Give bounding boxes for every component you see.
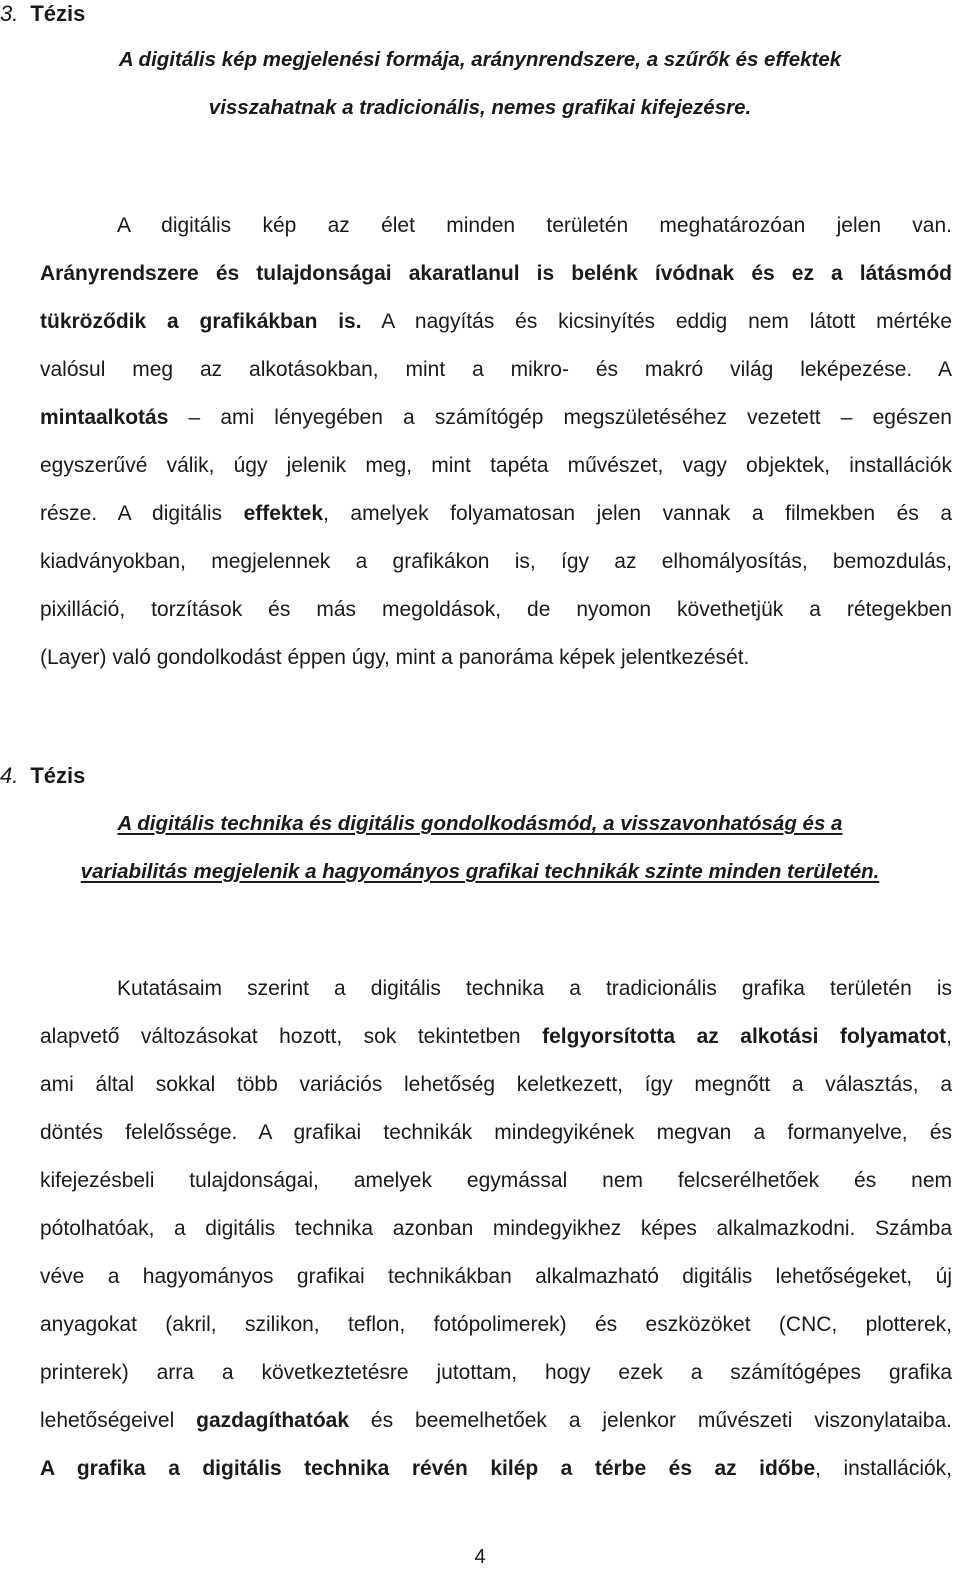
body-line: kiadványokban, megjelennek a grafikákon is, így az elhomályosítás, bemozdulás, <box>40 550 952 573</box>
body-line: pótolhatóak, a digitális technika azonban mindegyikhez képes alkalmazkodni. Számba <box>40 1217 952 1240</box>
body-line: valósul meg az alkotásokban, mint a mikro- és makró világ leképezése. A <box>40 358 952 381</box>
section-4-thesis <box>0 800 960 896</box>
body-line: tükröződik a grafikákban is. A nagyítás és kicsinyítés eddig nem látott mértéke <box>40 310 952 333</box>
body-line: kifejezésbeli tulajdonságai, amelyek egymással nem felcserélhetőek és nem <box>40 1169 952 1192</box>
body-line: egyszerűvé válik, úgy jelenik meg, mint tapéta művészet, vagy objektek, installációk <box>40 454 952 477</box>
body-line: printerek) arra a következtetésre jutottam, hogy ezek a számítógépes grafika <box>40 1361 952 1384</box>
section-4-body <box>40 965 952 1493</box>
body-line: döntés felelőssége. A grafikai technikák mindegyikének megvan a formanyelve, és <box>40 1121 952 1144</box>
section-title: Tézis <box>30 763 86 788</box>
body-line: Kutatásaim szerint a digitális technika a tradicionális grafika területén is <box>117 977 952 1000</box>
body-line: alapvető változásokat hozott, sok tekintetben felgyorsította az alkotási folyamatot, <box>40 1025 952 1048</box>
thesis-line: A digitális kép megjelenési formája, aránynrendszere, a szűrők és effektek <box>118 48 842 71</box>
body-line: (Layer) való gondolkodást éppen úgy, mint a panoráma képek jelentkezését. <box>40 646 750 669</box>
thesis-line: variabilitás megjelenik a hagyományos grafikai technikák szinte minden területén. <box>80 860 880 883</box>
page-number: 4 <box>474 1546 486 1568</box>
body-line: ami által sokkal több variációs lehetőség keletkezett, így megnőtt a választás, a <box>40 1073 952 1096</box>
body-line: Arányrendszere és tulajdonságai akaratlanul is belénk ívódnak és ez a látásmód <box>40 262 952 285</box>
body-line: lehetőségeivel gazdagíthatóak és beemelhetőek a jelenkor művészeti viszonylataiba. <box>40 1409 952 1432</box>
section-number: 4. <box>0 763 19 788</box>
body-line: mintaalkotás – ami lényegében a számítógép megszületéséhez vezetett – egészen <box>40 406 952 429</box>
thesis-line: A digitális technika és digitális gondolkodásmód, a visszavonhatóság és a <box>117 812 843 835</box>
section-3-heading <box>0 0 85 28</box>
section-number: 3. <box>0 1 19 26</box>
section-3-body <box>40 202 952 682</box>
body-line: pixilláció, torzítások és más megoldások, de nyomon követhetjük a rétegekben <box>40 598 952 621</box>
section-title: Tézis <box>30 1 86 26</box>
body-line: anyagokat (akril, szilikon, teflon, fotópolimerek) és eszközöket (CNC, plotterek, <box>40 1313 952 1336</box>
body-line: A grafika a digitális technika révén kilép a térbe és az időbe, installációk, <box>40 1457 952 1480</box>
section-4-heading <box>0 762 85 790</box>
section-3-thesis <box>0 36 960 132</box>
thesis-line: visszahatnak a tradicionális, nemes grafikai kifejezésre. <box>208 96 752 119</box>
body-line: része. A digitális effektek, amelyek folyamatosan jelen vannak a filmekben és a <box>40 502 952 525</box>
body-line: A digitális kép az élet minden területén meghatározóan jelen van. <box>117 214 952 237</box>
body-line: véve a hagyományos grafikai technikákban alkalmazható digitális lehetőségeket, új <box>40 1265 952 1288</box>
